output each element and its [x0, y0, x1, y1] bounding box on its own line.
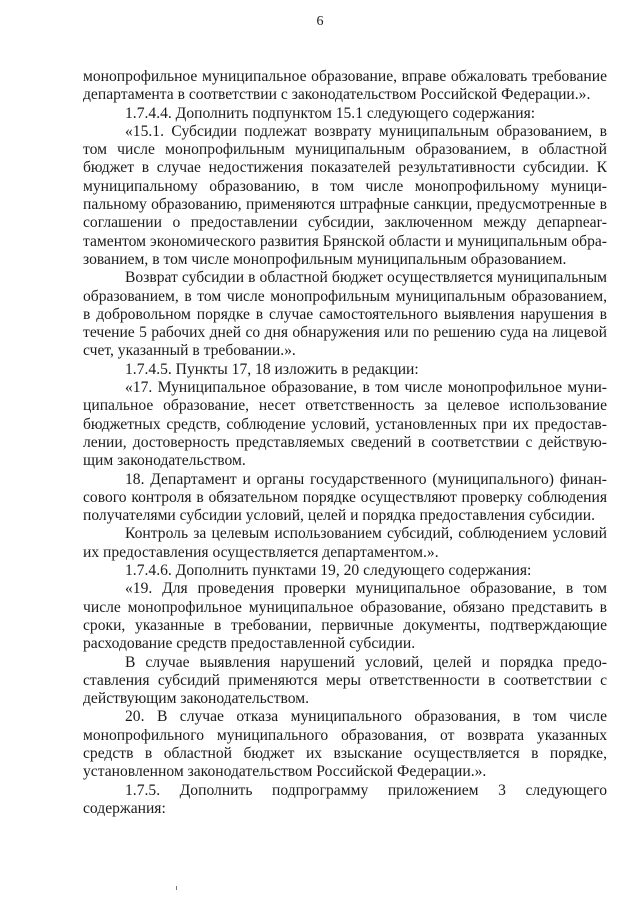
paragraph-control: Контроль за целевым использованием субсидий, соблюдением условий их предоставления осуществляется департаментом.». — [83, 525, 607, 561]
paragraph-item-1-7-4-4: 1.7.4.4. Дополнить подпунктом 15.1 следующего содержания: — [125, 104, 536, 122]
paragraph-violations: В случае выявления нарушений условий, целей и порядка предоставления субсидий применяются меры ответственности в соответствии с действующим законодательством. — [83, 653, 607, 708]
paragraph-subsidy-return: Возврат субсидии в областной бюджет осуществляется муниципальным образованием, в том числе монопрофильным муниципальным образованием, в добровольном порядке в случае самостоятельного выявления нарушения в течение 5 рабочих дней со дня обнаружения или по решению суда на лицевой счет, указанный в требовании.». — [83, 269, 607, 360]
paragraph-item-20: 20. В случае отказа муниципального образования, в том числе монопрофильного муниципального образования, от возврата указанных средств в областной бюджет их взыскание осуществляется в порядке, установленном законодательством Российской Федерации.». — [83, 708, 607, 781]
paragraph-item-17: «17. Муниципальное образование, в том числе монопрофильное муниципальное образование, несет ответственность за целевое использование бюджетных средств, соблюдение условий, установленных при их предоставлении, достоверность представляемых сведений в соответствии с действующим законодательством. — [83, 379, 607, 470]
paragraph-item-18: 18. Департамент и органы государственного (муниципального) финансового контроля в обязательном порядке осуществляют проверку соблюдения получателями субсидии условий, целей и порядка предоставления субсидии. — [83, 470, 607, 525]
paragraph-item-1-7-4-5: 1.7.4.5. Пункты 17, 18 изложить в редакции: — [125, 360, 419, 378]
paragraph-item-15-1: «15.1. Субсидии подлежат возврату муниципальным образованием, в том числе монопрофильным муниципальным образованием, в областной бюджет в случае недостижения показателей результативности субсидии. К муниципальному образованию, в том числе монопрофильному муниципальному образованию, применяются штрафные санкции, предусмотренные в соглашении о предоставлении субсидии, заключенном между депарnearтаментом экономического развития Брянской области и муниципальным образованием, в том числе монопрофильным муниципальным образованием. — [83, 122, 607, 268]
scan-speck — [176, 886, 177, 890]
paragraph-item-1-7-5: 1.7.5. Дополнить подпрограмму приложением 3 следующего содержания: — [83, 781, 607, 817]
paragraph-continuation: монопрофильное муниципальное образование, вправе обжаловать требование департамента в соответствии с законодательством Российской Федерации.». — [83, 68, 607, 104]
page-number: 6 — [316, 14, 324, 29]
document-body — [83, 68, 607, 818]
paragraph-item-19: «19. Для проведения проверки муниципальное образование, в том числе монопрофильное муниципальное образование, обязано представить в сроки, указанные в требовании, первичные документы, подтверждающие расходование средств предоставленной субсидии. — [83, 580, 607, 653]
paragraph-item-1-7-4-6: 1.7.4.6. Дополнить пунктами 19, 20 следующего содержания: — [125, 562, 532, 580]
